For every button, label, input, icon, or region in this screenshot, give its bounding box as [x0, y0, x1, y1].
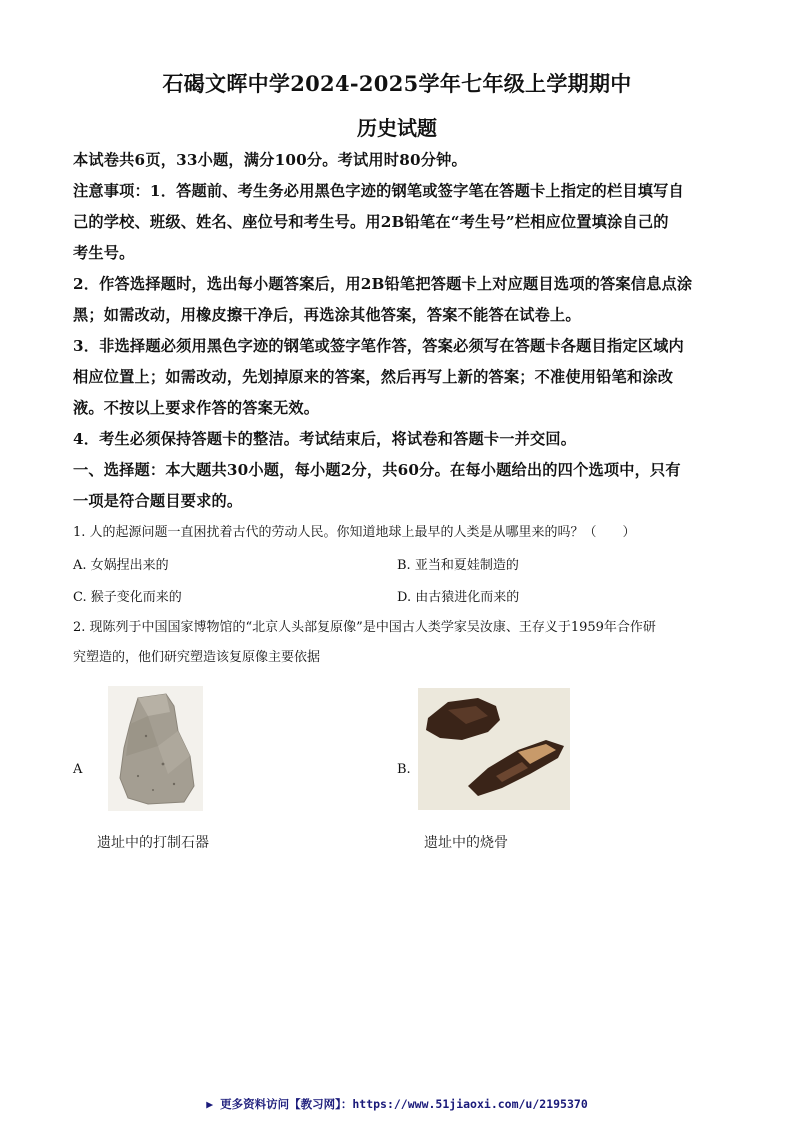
q2-stem-line1: 2. 现陈列于中国国家博物馆的“北京人头部复原像”是中国古人类学家吴汝康、王存义于1959年合作研 — [73, 620, 656, 635]
section1-line1: 一、选择题：本大题共30小题，每小题2分，共60分。在每小题给出的四个选项中，只有 — [73, 461, 681, 479]
q1-option-d: D. 由古猿进化而来的 — [397, 590, 520, 605]
note1-line1: 注意事项：1．答题前、考生务必用黑色字迹的钢笔或签字笔在答题卡上指定的栏目填写自 — [73, 182, 684, 200]
q2-stem-line2: 究塑造的，他们研究塑造该复原像主要依据 — [73, 650, 321, 665]
section1-line2: 一项是符合题目要求的。 — [73, 492, 243, 510]
note1-line3: 考生号。 — [73, 244, 135, 262]
exam-subtitle: 历史试题 — [357, 116, 437, 140]
q1-option-c: C. 猴子变化而来的 — [73, 590, 182, 605]
burnt-bone-image — [418, 688, 570, 810]
stone-tool-image — [108, 686, 203, 811]
note3-line1: 3．非选择题必须用黑色字迹的钢笔或签字笔作答，答案必须写在答题卡各题目指定区域内 — [73, 337, 684, 355]
note4-text: 4．考生必须保持答题卡的整洁。考试结束后，将试卷和答题卡一并交回。 — [73, 430, 577, 448]
intro-text: 本试卷共6页，33小题，满分100分。考试用时80分钟。 — [73, 151, 467, 169]
q2-option-b-caption: 遗址中的烧骨 — [424, 835, 508, 851]
q2-option-a-letter: A — [73, 762, 83, 777]
note3-line3: 液。不按以上要求作答的答案无效。 — [73, 399, 320, 417]
footer-link[interactable]: ▶ 更多资料访问【教习网】：https://www.51jiaoxi.com/u/2195370 — [206, 1097, 588, 1111]
note3-line2: 相应位置上；如需改动，先划掉原来的答案，然后再写上新的答案；不准使用铅笔和涂改 — [73, 368, 674, 386]
q1-option-a: A. 女娲捏出来的 — [73, 558, 169, 573]
q1-stem: 1. 人的起源问题一直困扰着古代的劳动人民。你知道地球上最早的人类是从哪里来的吗？（ ） — [73, 525, 636, 540]
q1-option-b: B. 亚当和夏娃制造的 — [397, 558, 519, 573]
q2-option-a-caption: 遗址中的打制石器 — [97, 835, 209, 851]
note2-line1: 2．作答选择题时，选出每小题答案后，用2B铅笔把答题卡上对应题目选项的答案信息点涂 — [73, 275, 693, 293]
note2-line2: 黑；如需改动，用橡皮擦干净后，再选涂其他答案，答案不能答在试卷上。 — [73, 306, 581, 324]
q2-option-b-letter: B. — [397, 762, 411, 777]
note1-line2: 己的学校、班级、姓名、座位号和考生号。用2B铅笔在“考生号”栏相应位置填涂自己的 — [73, 213, 669, 231]
exam-title: 石碣文晖中学2024-2025学年七年级上学期期中 — [162, 71, 632, 96]
